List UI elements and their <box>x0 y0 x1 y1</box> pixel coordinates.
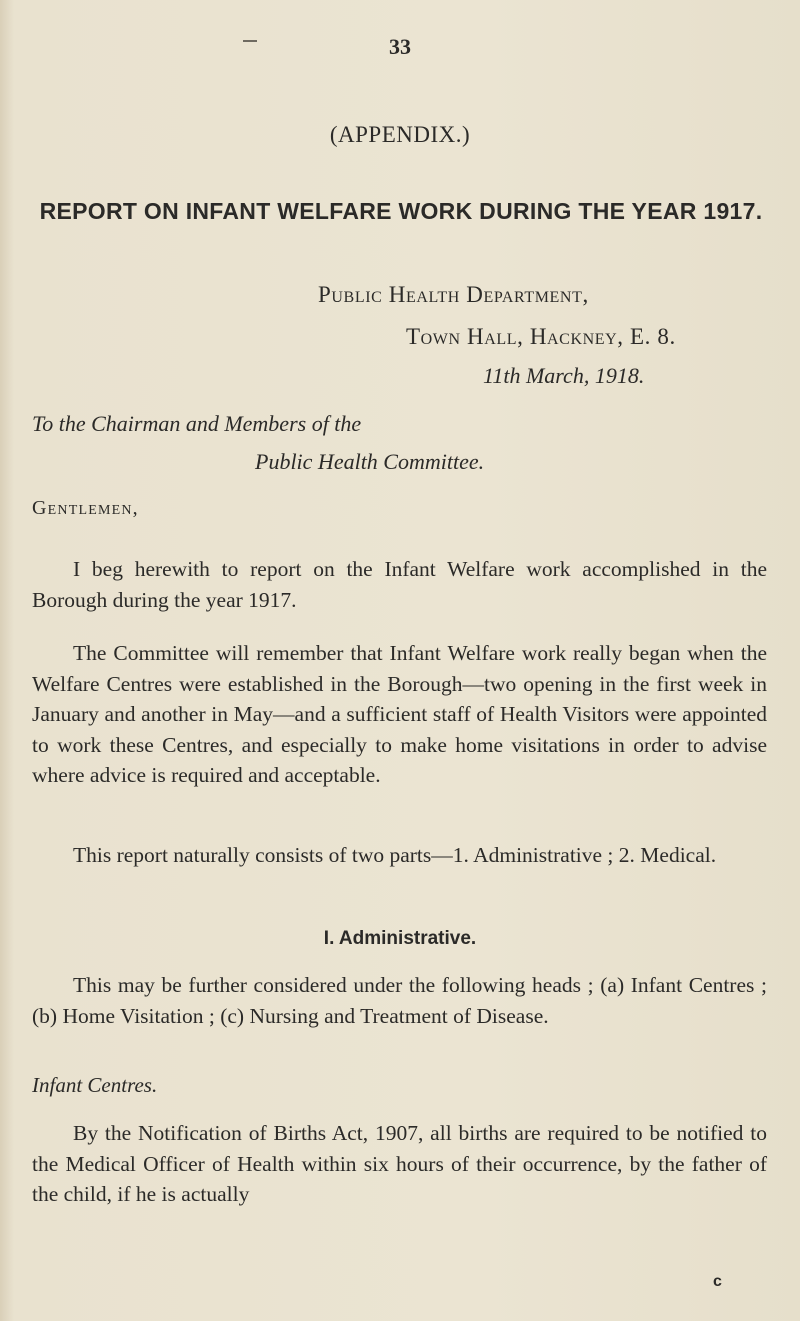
address-line-2: Town Hall, Hackney, E. 8. <box>406 324 676 349</box>
report-title: REPORT ON INFANT WELFARE WORK DURING THE YEAR 1917. <box>39 198 763 224</box>
addressee-line-1: To the Chairman and Members of the <box>32 411 362 436</box>
signature-mark: c <box>713 1273 722 1290</box>
date-day: 11th <box>483 363 521 388</box>
paragraph-intro: I beg herewith to report on the Infant Welfare work accomplished in the Borough during the year 1917. <box>32 557 767 612</box>
address-line-1: Public Health Department, <box>318 282 589 307</box>
paragraph-parts: This report naturally consists of two parts—1. Administrative ; 2. Medical. <box>73 843 717 867</box>
page-number: 33 <box>389 34 411 59</box>
appendix-heading: (APPENDIX.) <box>329 122 471 147</box>
paragraph-heads: This may be further considered under the following heads ; (a) Infant Centres ; (b) Home Visitation ; (c) Nursing and Treatment of Disease. <box>32 973 767 1028</box>
paragraph-history: The Committee will remember that Infant Welfare work really began when the Welfare Centres were established in the Borough—two opening in the first week in January and another in May—and a sufficient staff of Health Visitors were appointed to work these Centres, and especially to make home visitations in order to advise where advice is required and acceptable. <box>32 641 767 787</box>
salutation: Gentlemen, <box>32 497 139 519</box>
letter-date <box>483 363 644 389</box>
subheading-infant-centres: Infant Centres. <box>32 1073 158 1097</box>
addressee-line-2: Public Health Committee. <box>255 449 485 474</box>
section-heading: I. Administrative. <box>323 928 477 949</box>
paragraph-notification: By the Notification of Births Act, 1907, all births are required to be notified to the Medical Officer of Health within six hours of their occurrence, by the father of the child, if he is actually <box>32 1121 767 1206</box>
date-month: March, 1918. <box>520 363 645 388</box>
